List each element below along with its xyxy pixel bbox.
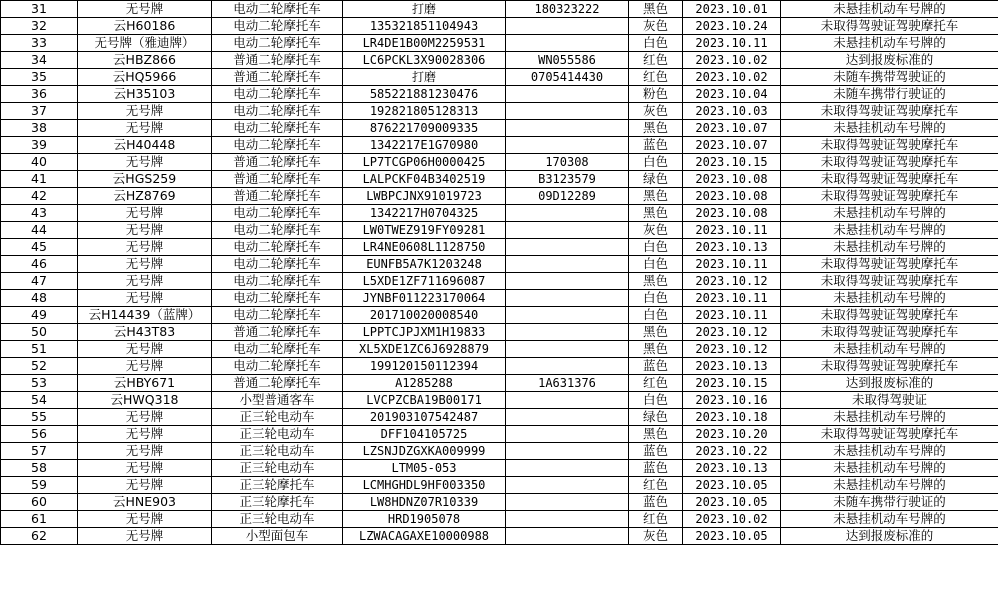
cell-vehicle-type: 电动二轮摩托车 xyxy=(212,239,343,256)
cell-vehicle-type: 电动二轮摩托车 xyxy=(212,35,343,52)
cell-date: 2023.10.08 xyxy=(683,188,781,205)
table-row xyxy=(1,154,998,171)
cell-vehicle-type: 电动二轮摩托车 xyxy=(212,120,343,137)
cell-plate: 无号牌 xyxy=(78,290,212,307)
cell-plate: 云HGS259 xyxy=(78,171,212,188)
cell-engine-number xyxy=(506,18,629,35)
cell-engine-number xyxy=(506,426,629,443)
cell-color: 蓝色 xyxy=(629,494,683,511)
cell-reason: 达到报废标准的 xyxy=(781,528,998,545)
cell-engine-number xyxy=(506,528,629,545)
cell-reason: 未悬挂机动车号牌的 xyxy=(781,460,998,477)
table-row xyxy=(1,52,998,69)
cell-reason: 未随车携带行驶证的 xyxy=(781,86,998,103)
cell-plate: 云HQ5966 xyxy=(78,69,212,86)
table-row xyxy=(1,188,998,205)
cell-color: 红色 xyxy=(629,375,683,392)
table-row xyxy=(1,273,998,290)
cell-number: 44 xyxy=(1,222,78,239)
cell-color: 黑色 xyxy=(629,426,683,443)
cell-engine-number xyxy=(506,477,629,494)
cell-engine-number xyxy=(506,290,629,307)
cell-reason: 未悬挂机动车号牌的 xyxy=(781,511,998,528)
cell-vin: 打磨 xyxy=(343,1,506,18)
cell-engine-number xyxy=(506,392,629,409)
table-row xyxy=(1,392,998,409)
table-row xyxy=(1,103,998,120)
cell-number: 57 xyxy=(1,443,78,460)
cell-date: 2023.10.15 xyxy=(683,375,781,392)
cell-vin: LWBPCJNX91019723 xyxy=(343,188,506,205)
cell-reason: 未悬挂机动车号牌的 xyxy=(781,290,998,307)
cell-vehicle-type: 普通二轮摩托车 xyxy=(212,375,343,392)
cell-reason: 未悬挂机动车号牌的 xyxy=(781,205,998,222)
cell-plate: 无号牌 xyxy=(78,409,212,426)
cell-color: 黑色 xyxy=(629,273,683,290)
cell-vehicle-type: 电动二轮摩托车 xyxy=(212,341,343,358)
cell-reason: 未悬挂机动车号牌的 xyxy=(781,443,998,460)
cell-vin: 585221881230476 xyxy=(343,86,506,103)
cell-plate: 云H60186 xyxy=(78,18,212,35)
cell-reason: 未悬挂机动车号牌的 xyxy=(781,1,998,18)
cell-number: 53 xyxy=(1,375,78,392)
cell-number: 34 xyxy=(1,52,78,69)
cell-date: 2023.10.02 xyxy=(683,52,781,69)
cell-engine-number: 0705414430 xyxy=(506,69,629,86)
cell-vin: 1342217H0704325 xyxy=(343,205,506,222)
cell-color: 黑色 xyxy=(629,1,683,18)
cell-date: 2023.10.11 xyxy=(683,256,781,273)
table-row xyxy=(1,477,998,494)
cell-vehicle-type: 普通二轮摩托车 xyxy=(212,171,343,188)
cell-number: 56 xyxy=(1,426,78,443)
cell-color: 红色 xyxy=(629,511,683,528)
cell-plate: 无号牌 xyxy=(78,256,212,273)
cell-vehicle-type: 普通二轮摩托车 xyxy=(212,324,343,341)
cell-vehicle-type: 正三轮电动车 xyxy=(212,426,343,443)
table-row xyxy=(1,256,998,273)
cell-reason: 未取得驾驶证 xyxy=(781,392,998,409)
cell-plate: 无号牌 xyxy=(78,341,212,358)
table-row xyxy=(1,341,998,358)
cell-color: 白色 xyxy=(629,256,683,273)
cell-number: 52 xyxy=(1,358,78,375)
cell-number: 60 xyxy=(1,494,78,511)
cell-plate: 无号牌 xyxy=(78,443,212,460)
cell-reason: 未取得驾驶证驾驶摩托车 xyxy=(781,358,998,375)
table-row xyxy=(1,307,998,324)
cell-engine-number xyxy=(506,307,629,324)
cell-number: 42 xyxy=(1,188,78,205)
cell-plate: 无号牌 xyxy=(78,154,212,171)
cell-vin: LR4DE1B00M2259531 xyxy=(343,35,506,52)
cell-vin: HRD1905078 xyxy=(343,511,506,528)
cell-vin: A1285288 xyxy=(343,375,506,392)
cell-date: 2023.10.02 xyxy=(683,511,781,528)
cell-number: 58 xyxy=(1,460,78,477)
cell-engine-number xyxy=(506,205,629,222)
cell-vehicle-type: 小型面包车 xyxy=(212,528,343,545)
cell-date: 2023.10.16 xyxy=(683,392,781,409)
cell-vehicle-type: 电动二轮摩托车 xyxy=(212,103,343,120)
table-row xyxy=(1,375,998,392)
cell-reason: 未取得驾驶证驾驶摩托车 xyxy=(781,171,998,188)
cell-number: 55 xyxy=(1,409,78,426)
cell-color: 灰色 xyxy=(629,18,683,35)
cell-color: 白色 xyxy=(629,392,683,409)
cell-color: 绿色 xyxy=(629,171,683,188)
cell-color: 粉色 xyxy=(629,86,683,103)
table-row xyxy=(1,409,998,426)
cell-engine-number xyxy=(506,120,629,137)
cell-reason: 未悬挂机动车号牌的 xyxy=(781,239,998,256)
cell-reason: 未随车携带行驶证的 xyxy=(781,494,998,511)
cell-number: 39 xyxy=(1,137,78,154)
cell-vin: LC6PCKL3X90028306 xyxy=(343,52,506,69)
table-row xyxy=(1,171,998,188)
cell-engine-number xyxy=(506,222,629,239)
cell-color: 黑色 xyxy=(629,188,683,205)
cell-engine-number: WN055586 xyxy=(506,52,629,69)
cell-vin: 199120150112394 xyxy=(343,358,506,375)
cell-vehicle-type: 电动二轮摩托车 xyxy=(212,222,343,239)
table-row xyxy=(1,290,998,307)
cell-vin: 192821805128313 xyxy=(343,103,506,120)
cell-vehicle-type: 小型普通客车 xyxy=(212,392,343,409)
cell-vehicle-type: 电动二轮摩托车 xyxy=(212,86,343,103)
cell-engine-number xyxy=(506,460,629,477)
table-row xyxy=(1,358,998,375)
cell-number: 38 xyxy=(1,120,78,137)
cell-number: 41 xyxy=(1,171,78,188)
cell-plate: 无号牌 xyxy=(78,426,212,443)
cell-date: 2023.10.13 xyxy=(683,358,781,375)
table-row xyxy=(1,494,998,511)
cell-color: 黑色 xyxy=(629,341,683,358)
cell-plate: 云HWQ318 xyxy=(78,392,212,409)
table-row xyxy=(1,69,998,86)
cell-number: 37 xyxy=(1,103,78,120)
cell-number: 59 xyxy=(1,477,78,494)
cell-date: 2023.10.12 xyxy=(683,324,781,341)
cell-vehicle-type: 电动二轮摩托车 xyxy=(212,137,343,154)
cell-engine-number xyxy=(506,358,629,375)
cell-vehicle-type: 正三轮电动车 xyxy=(212,409,343,426)
table-row xyxy=(1,205,998,222)
cell-vin: LP7TCGP06H0000425 xyxy=(343,154,506,171)
table-row xyxy=(1,222,998,239)
cell-plate: 无号牌 xyxy=(78,222,212,239)
cell-date: 2023.10.11 xyxy=(683,307,781,324)
cell-date: 2023.10.08 xyxy=(683,171,781,188)
cell-engine-number xyxy=(506,409,629,426)
cell-plate: 无号牌 xyxy=(78,120,212,137)
cell-color: 白色 xyxy=(629,290,683,307)
cell-vehicle-type: 电动二轮摩托车 xyxy=(212,307,343,324)
table-row xyxy=(1,1,998,18)
cell-color: 白色 xyxy=(629,239,683,256)
cell-date: 2023.10.15 xyxy=(683,154,781,171)
cell-vehicle-type: 电动二轮摩托车 xyxy=(212,273,343,290)
cell-date: 2023.10.24 xyxy=(683,18,781,35)
cell-reason: 未悬挂机动车号牌的 xyxy=(781,35,998,52)
cell-plate: 云HZ8769 xyxy=(78,188,212,205)
cell-plate: 云HNE903 xyxy=(78,494,212,511)
cell-date: 2023.10.08 xyxy=(683,205,781,222)
cell-number: 35 xyxy=(1,69,78,86)
cell-color: 绿色 xyxy=(629,409,683,426)
cell-date: 2023.10.07 xyxy=(683,120,781,137)
cell-date: 2023.10.05 xyxy=(683,528,781,545)
cell-plate: 云HBY671 xyxy=(78,375,212,392)
cell-vehicle-type: 电动二轮摩托车 xyxy=(212,18,343,35)
cell-vehicle-type: 电动二轮摩托车 xyxy=(212,205,343,222)
cell-number: 48 xyxy=(1,290,78,307)
cell-plate: 无号牌 xyxy=(78,460,212,477)
cell-color: 蓝色 xyxy=(629,460,683,477)
cell-plate: 无号牌 xyxy=(78,528,212,545)
cell-engine-number xyxy=(506,137,629,154)
cell-plate: 云HBZ866 xyxy=(78,52,212,69)
table-body xyxy=(1,1,998,545)
cell-vin: LPPTCJPJXM1H19833 xyxy=(343,324,506,341)
cell-date: 2023.10.07 xyxy=(683,137,781,154)
table-row xyxy=(1,511,998,528)
cell-plate: 无号牌（雅迪牌） xyxy=(78,35,212,52)
cell-vin: L5XDE1ZF711696087 xyxy=(343,273,506,290)
cell-plate: 无号牌 xyxy=(78,239,212,256)
cell-engine-number xyxy=(506,324,629,341)
cell-vin: LW0TWEZ919FY09281 xyxy=(343,222,506,239)
table-row xyxy=(1,460,998,477)
cell-date: 2023.10.02 xyxy=(683,69,781,86)
cell-vehicle-type: 普通二轮摩托车 xyxy=(212,69,343,86)
cell-date: 2023.10.11 xyxy=(683,222,781,239)
cell-color: 白色 xyxy=(629,154,683,171)
table-row xyxy=(1,324,998,341)
cell-date: 2023.10.01 xyxy=(683,1,781,18)
cell-vehicle-type: 正三轮摩托车 xyxy=(212,494,343,511)
cell-number: 36 xyxy=(1,86,78,103)
cell-engine-number xyxy=(506,103,629,120)
cell-color: 灰色 xyxy=(629,222,683,239)
cell-plate: 云H40448 xyxy=(78,137,212,154)
cell-engine-number: 1A631376 xyxy=(506,375,629,392)
cell-plate: 云H43T83 xyxy=(78,324,212,341)
cell-plate: 无号牌 xyxy=(78,103,212,120)
cell-reason: 未取得驾驶证驾驶摩托车 xyxy=(781,426,998,443)
cell-number: 31 xyxy=(1,1,78,18)
cell-engine-number: B3123579 xyxy=(506,171,629,188)
cell-vin: LW8HDNZ07R10339 xyxy=(343,494,506,511)
cell-date: 2023.10.05 xyxy=(683,494,781,511)
cell-vehicle-type: 普通二轮摩托车 xyxy=(212,154,343,171)
cell-plate: 无号牌 xyxy=(78,205,212,222)
cell-engine-number xyxy=(506,86,629,103)
cell-vin: LTM05-053 xyxy=(343,460,506,477)
cell-vin: 201903107542487 xyxy=(343,409,506,426)
cell-vehicle-type: 电动二轮摩托车 xyxy=(212,290,343,307)
cell-color: 黑色 xyxy=(629,324,683,341)
cell-vehicle-type: 普通二轮摩托车 xyxy=(212,188,343,205)
table-row xyxy=(1,35,998,52)
cell-number: 54 xyxy=(1,392,78,409)
cell-vin: LZSNJDZGXKA009999 xyxy=(343,443,506,460)
cell-color: 灰色 xyxy=(629,528,683,545)
cell-engine-number: 09D12289 xyxy=(506,188,629,205)
cell-number: 50 xyxy=(1,324,78,341)
cell-plate: 无号牌 xyxy=(78,1,212,18)
cell-vehicle-type: 正三轮电动车 xyxy=(212,443,343,460)
table-row xyxy=(1,239,998,256)
cell-date: 2023.10.05 xyxy=(683,477,781,494)
cell-engine-number: 170308 xyxy=(506,154,629,171)
cell-reason: 未取得驾驶证驾驶摩托车 xyxy=(781,324,998,341)
cell-reason: 未取得驾驶证驾驶摩托车 xyxy=(781,273,998,290)
table-row xyxy=(1,86,998,103)
table-row xyxy=(1,18,998,35)
cell-reason: 未取得驾驶证驾驶摩托车 xyxy=(781,137,998,154)
cell-color: 红色 xyxy=(629,69,683,86)
cell-color: 黑色 xyxy=(629,205,683,222)
cell-color: 红色 xyxy=(629,52,683,69)
cell-vin: 135321851104943 xyxy=(343,18,506,35)
cell-reason: 未取得驾驶证驾驶摩托车 xyxy=(781,154,998,171)
cell-date: 2023.10.13 xyxy=(683,460,781,477)
cell-engine-number xyxy=(506,443,629,460)
cell-vin: LR4NE0608L1128750 xyxy=(343,239,506,256)
cell-date: 2023.10.22 xyxy=(683,443,781,460)
cell-color: 蓝色 xyxy=(629,443,683,460)
cell-reason: 未悬挂机动车号牌的 xyxy=(781,222,998,239)
cell-color: 红色 xyxy=(629,477,683,494)
cell-date: 2023.10.12 xyxy=(683,341,781,358)
cell-number: 32 xyxy=(1,18,78,35)
cell-vin: DFF104105725 xyxy=(343,426,506,443)
cell-vin: LZWACAGAXE10000988 xyxy=(343,528,506,545)
cell-date: 2023.10.11 xyxy=(683,35,781,52)
cell-plate: 无号牌 xyxy=(78,273,212,290)
cell-number: 61 xyxy=(1,511,78,528)
cell-reason: 未悬挂机动车号牌的 xyxy=(781,409,998,426)
cell-engine-number xyxy=(506,511,629,528)
cell-reason: 达到报废标准的 xyxy=(781,375,998,392)
table-row xyxy=(1,443,998,460)
cell-color: 灰色 xyxy=(629,103,683,120)
cell-number: 46 xyxy=(1,256,78,273)
cell-color: 白色 xyxy=(629,307,683,324)
cell-color: 黑色 xyxy=(629,120,683,137)
cell-number: 45 xyxy=(1,239,78,256)
cell-number: 43 xyxy=(1,205,78,222)
cell-reason: 未取得驾驶证驾驶摩托车 xyxy=(781,103,998,120)
cell-reason: 未取得驾驶证驾驶摩托车 xyxy=(781,188,998,205)
table-row xyxy=(1,120,998,137)
cell-reason: 未悬挂机动车号牌的 xyxy=(781,477,998,494)
cell-vin: 打磨 xyxy=(343,69,506,86)
cell-date: 2023.10.13 xyxy=(683,239,781,256)
cell-color: 蓝色 xyxy=(629,358,683,375)
cell-engine-number xyxy=(506,239,629,256)
cell-plate: 无号牌 xyxy=(78,358,212,375)
cell-vehicle-type: 电动二轮摩托车 xyxy=(212,1,343,18)
cell-plate: 云H14439（蓝牌） xyxy=(78,307,212,324)
cell-vin: EUNFB5A7K1203248 xyxy=(343,256,506,273)
cell-reason: 未悬挂机动车号牌的 xyxy=(781,341,998,358)
cell-date: 2023.10.04 xyxy=(683,86,781,103)
table-row xyxy=(1,528,998,545)
cell-engine-number xyxy=(506,35,629,52)
cell-plate: 云H35103 xyxy=(78,86,212,103)
cell-vehicle-type: 普通二轮摩托车 xyxy=(212,52,343,69)
cell-engine-number xyxy=(506,273,629,290)
cell-date: 2023.10.18 xyxy=(683,409,781,426)
cell-reason: 未取得驾驶证驾驶摩托车 xyxy=(781,256,998,273)
cell-number: 47 xyxy=(1,273,78,290)
cell-vin: LCMHGHDL9HF003350 xyxy=(343,477,506,494)
cell-plate: 无号牌 xyxy=(78,511,212,528)
cell-engine-number xyxy=(506,256,629,273)
cell-date: 2023.10.11 xyxy=(683,290,781,307)
cell-vin: LALPCKF04B3402519 xyxy=(343,171,506,188)
cell-vin: JYNBF011223170064 xyxy=(343,290,506,307)
cell-reason: 未悬挂机动车号牌的 xyxy=(781,120,998,137)
cell-number: 40 xyxy=(1,154,78,171)
cell-reason: 未取得驾驶证驾驶摩托车 xyxy=(781,307,998,324)
table-row xyxy=(1,137,998,154)
cell-number: 51 xyxy=(1,341,78,358)
cell-vin: 1342217E1G70980 xyxy=(343,137,506,154)
cell-number: 49 xyxy=(1,307,78,324)
cell-date: 2023.10.03 xyxy=(683,103,781,120)
cell-reason: 未随车携带驾驶证的 xyxy=(781,69,998,86)
cell-vehicle-type: 电动二轮摩托车 xyxy=(212,358,343,375)
cell-vehicle-type: 正三轮电动车 xyxy=(212,460,343,477)
cell-vehicle-type: 正三轮摩托车 xyxy=(212,477,343,494)
table-row xyxy=(1,426,998,443)
cell-color: 白色 xyxy=(629,35,683,52)
cell-date: 2023.10.20 xyxy=(683,426,781,443)
cell-vin: LVCPZCBA19B00171 xyxy=(343,392,506,409)
cell-color: 蓝色 xyxy=(629,137,683,154)
cell-vehicle-type: 电动二轮摩托车 xyxy=(212,256,343,273)
cell-engine-number xyxy=(506,341,629,358)
cell-date: 2023.10.12 xyxy=(683,273,781,290)
cell-vin: XL5XDE1ZC6J6928879 xyxy=(343,341,506,358)
cell-reason: 未取得驾驶证驾驶摩托车 xyxy=(781,18,998,35)
cell-engine-number: 180323222 xyxy=(506,1,629,18)
cell-engine-number xyxy=(506,494,629,511)
cell-reason: 达到报废标准的 xyxy=(781,52,998,69)
cell-number: 33 xyxy=(1,35,78,52)
cell-vin: 201710020008540 xyxy=(343,307,506,324)
cell-plate: 无号牌 xyxy=(78,477,212,494)
cell-vin: 876221709009335 xyxy=(343,120,506,137)
cell-vehicle-type: 正三轮电动车 xyxy=(212,511,343,528)
cell-number: 62 xyxy=(1,528,78,545)
